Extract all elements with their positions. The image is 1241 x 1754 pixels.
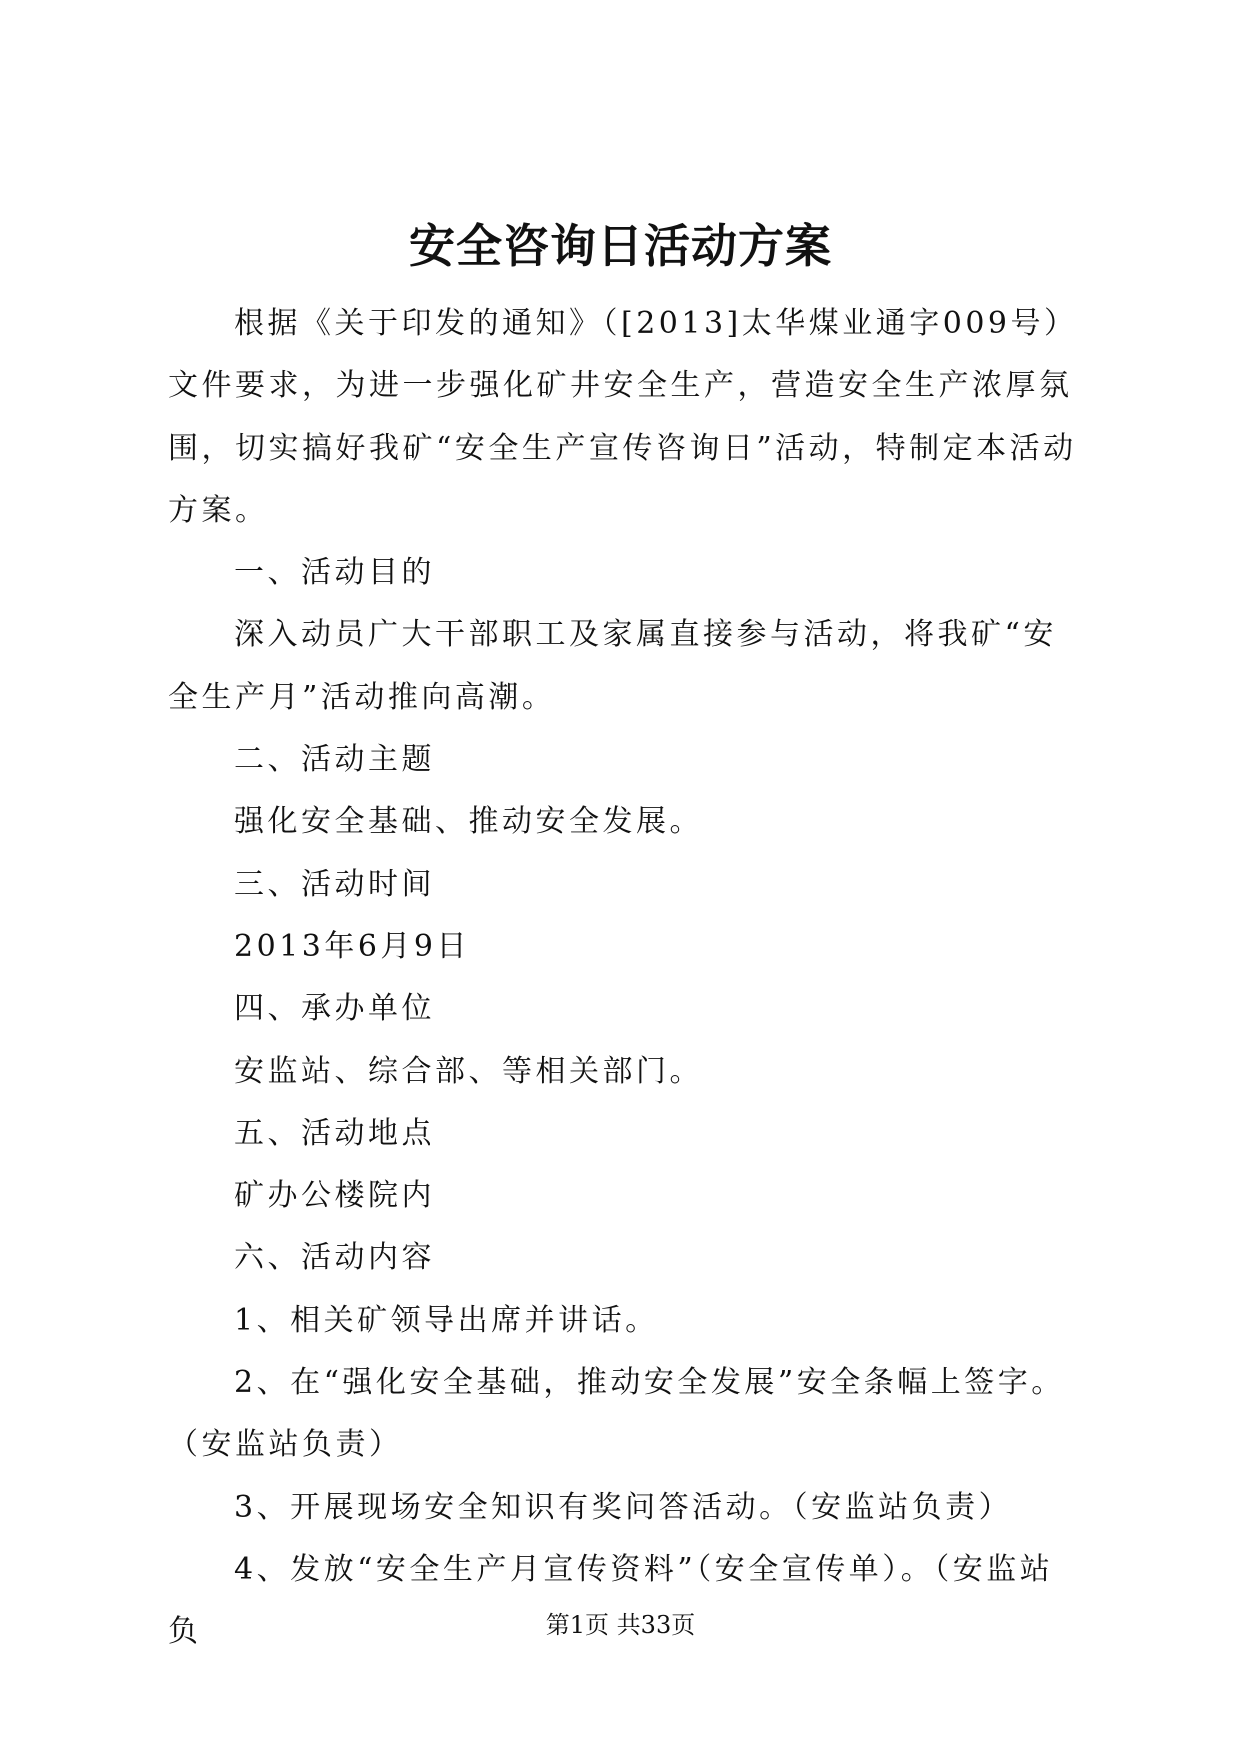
content-item-3: 3、开展现场安全知识有奖问答活动。（安监站负责） (234, 1489, 1013, 1525)
paragraph-location: 矿办公楼院内 (234, 1178, 435, 1214)
paragraph-purpose: 深入动员广大干部职工及家属直接参与活动，将我矿“安全生产月”活动推向高潮。 (168, 617, 1057, 715)
section-heading-theme: 二、活动主题 (234, 742, 435, 778)
document-title: 安全咨询日活动方案 (409, 219, 832, 273)
document-body (168, 293, 1078, 1664)
paragraph-organizer: 安监站、综合部、等相关部门。 (234, 1053, 703, 1089)
section-heading-organizer: 四、承办单位 (234, 991, 435, 1027)
paragraph-theme: 强化安全基础、推动安全发展。 (234, 804, 703, 840)
paragraph-intro: 根据《关于印发的通知》（[2013]太华煤业通字009号）文件要求，为进一步强化矿井安全生产，营造安全生产浓厚氛围，切实搞好我矿“安全生产宣传咨询日”活动，特制定本活动方案。 (168, 306, 1078, 528)
section-heading-content: 六、活动内容 (234, 1240, 435, 1276)
content-item-1: 1、相关矿领导出席并讲话。 (234, 1302, 659, 1338)
section-heading-location: 五、活动地点 (234, 1115, 435, 1151)
content-item-2: 2、在“强化安全基础，推动安全发展”安全条幅上签字。（安监站负责） (168, 1365, 1065, 1463)
paragraph-time: 2013年6月9日 (234, 928, 471, 964)
page-number-footer: 第1页 共33页 (545, 1611, 696, 1639)
section-heading-purpose: 一、活动目的 (234, 555, 435, 591)
content-item-4: 4、发放“安全生产月宣传资料”（安全宣传单）。（安监站负 (168, 1551, 1054, 1650)
section-heading-time: 三、活动时间 (234, 866, 435, 902)
